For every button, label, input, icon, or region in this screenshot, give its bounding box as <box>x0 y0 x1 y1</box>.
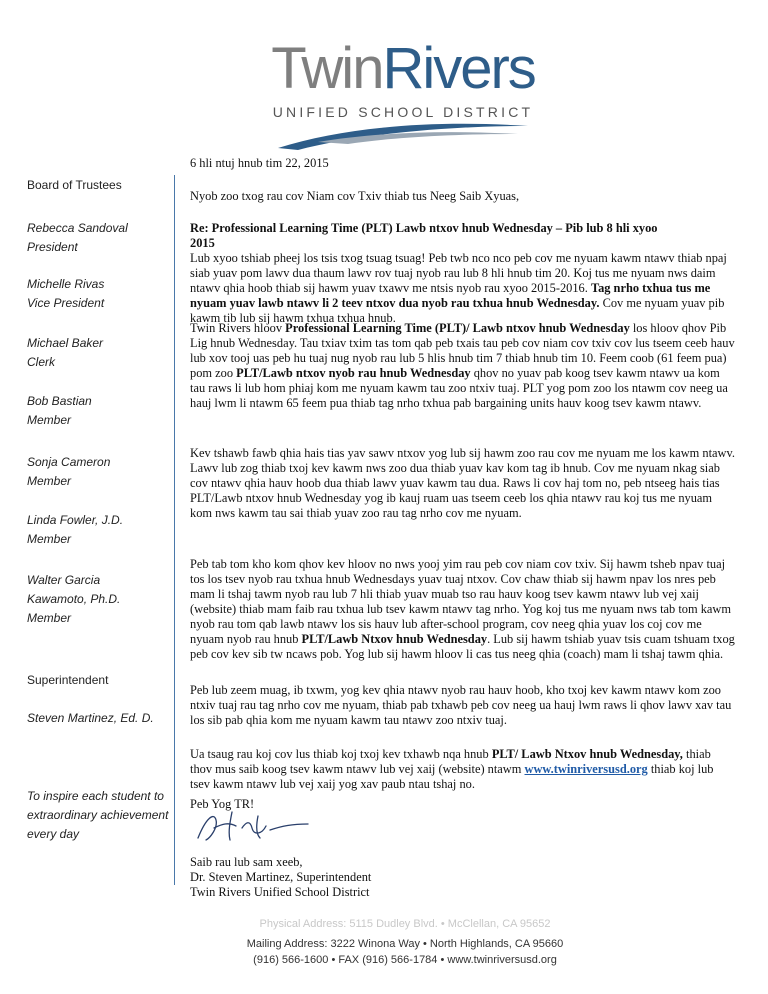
p5-text: Peb lub zeem muag, ib txwm, yog kev qhia ntawv nyob rau hauv hoob, kho txoj kev kawm ntawv kom zoo ntxiv tuaj rau tag nrho cov me nyuam, thiab pab txhawb peb cov neeg ua hauj lwm raws li qhov lawv xav tau los sib pab qhia kom me nyuam kawm tau ntawv zoo ntxiv tuaj. <box>190 683 732 727</box>
motto-line: To inspire each student to <box>27 789 164 803</box>
paragraph-2 <box>190 321 735 411</box>
paragraph-6 <box>190 747 735 792</box>
paragraph-3 <box>190 446 735 521</box>
motto-line: extraordinary achievement <box>27 808 169 822</box>
board-heading: Board of Trustees <box>27 178 122 192</box>
logo-title <box>268 38 538 100</box>
p6-d: thiab koj lub tsev kawm ntawv lub vej xaij yog xav paub ntau tshaj no. <box>190 762 714 791</box>
superintendent-heading: Superintendent <box>27 673 109 687</box>
superintendent-name: Steven Martinez, Ed. D. <box>27 711 154 725</box>
p6-b: PLT/ Lawb Ntxov hnub Wednesday, <box>491 747 683 761</box>
website-link[interactable]: www.twinriversusd.org <box>524 762 648 776</box>
p6-c: thiab thov mus saib koog tsev kawm ntawv lub vej xaij (website) ntawm <box>190 747 711 776</box>
member-name: Bob Bastian <box>27 394 92 408</box>
p3-text: Kev tshawb fawb qhia hais tias yav sawv ntxov yog lub sij hawm zoo rau cov me nyuam me los kawm ntawv. Lawv lub zog thiab txoj kev kawm nws zoo dua thiab yuav kav kom tag ib hnub. Cov me nyuam nkag siab cov ntawv qhia hauv hoob dua thiab lawv yuav kawm tau dua. Raws li cov haj tom no, peb ntseeg hais tias PLT/Lawb ntxov hnub Wednesday yog ib kauj ruam uas tseem ceeb los qhia ntawv rau koj tus me nyuam kom nws kawm tau sai thiab yuav zoo rau tag nrho cov me nyuam. <box>190 446 735 520</box>
sig-line: Twin Rivers Unified School District <box>190 885 370 899</box>
p6-a: Ua tsaug rau koj cov lus thiab koj txoj kev txhawb nqa hnub <box>190 747 492 761</box>
member-name-cont: Kawamoto, Ph.D. <box>27 592 121 606</box>
letter-paragraph-re <box>190 221 735 326</box>
p4-a: Peb tab tom kho kom qhov kev hloov no nws yooj yim rau peb cov niam cov txiv. Sij hawm tsheb npav tuaj tos los tsev nyob rau txhua hnub Wednesdays yuav tuaj ntxov. Cov chaw thiab sij hawm npav los nres peb mam li tshaj tawm nyob rau lub 7 hli thiab yuav muab tso rau hauv koog tsev kawm ntawv lub vej xaij (website) thiab mam faib rau txhua lub tsev kawm ntawv tag nrho. Yog koj tus me nyuam nws tab tom kawm nyob rau tom qab lawb ntawv los sis hauv lub after-school program, cov neeg qhia yuav los coj cov me nyuam nyob rau hnub <box>190 557 731 646</box>
p4-c: . Lub sij hawm tshiab yuav tsis cuam tshuam txog peb cov kev sib tw ncaws pob. Yog lub sij hawm hloov li cas tus neeg qhia (coach) mam li tshaj tawm qhia. <box>190 632 735 661</box>
p1-text: Lub xyoo tshiab pheej los tsis txog tsuag tsuag! Peb twb nco nco peb cov me nyuam kawm ntawv thiab npaj siab yuav pom lawv dua thaum lawv rov tuaj nyob rau lub 8 hli hnub tim 20. Koj tus me nyuam nws daim ntawv qhia hoob thiab sij hawm yuav txawv me ntsis nyob rau xyoo 2015-2016. <box>190 251 727 295</box>
p2-b: Professional Learning Time (PLT)/ Lawb ntxov hnub Wednesday <box>285 321 630 335</box>
footer-physical-address: Physical Address: 5115 Dudley Blvd. • McClellan, CA 95652 <box>259 918 551 930</box>
paragraph-5 <box>190 683 735 728</box>
p2-d: PLT/Lawb ntxov nyob rau hnub Wednesday <box>236 366 471 380</box>
p4-b: PLT/Lawb Ntxov hnub Wednesday <box>301 632 488 646</box>
letter-closing: Peb Yog TR! <box>190 797 255 811</box>
p2-c: los hloov qhov Pib Lig hnub Wednesday. Tau txiav txim tas tom qab peb txais tau peb cov niam cov txiv cov lus tseem ceeb hauv lub xov tooj uas peb hu tuaj nug nyob rau lub 5 hlis hnub tim 7 thiab hnub tim 10. Feem coob (61 feem pua) pom zoo <box>190 321 735 380</box>
p2-a: Twin Rivers hloov <box>190 321 286 335</box>
re-line2: 2015 <box>190 236 215 250</box>
logo-swoosh-icon <box>278 120 528 150</box>
member-name: Rebecca Sandoval <box>27 221 128 235</box>
member-name: Linda Fowler, J.D. <box>27 513 124 527</box>
sidebar-divider <box>174 175 175 885</box>
re-line1: Re: Professional Learning Time (PLT) Lawb ntxov hnub Wednesday – Pib lub 8 hli xyoo <box>190 221 658 235</box>
member-role: Member <box>27 532 72 546</box>
signature-image <box>192 808 312 848</box>
signature-block <box>190 855 735 900</box>
member-role: Clerk <box>27 355 56 369</box>
paragraph-4 <box>190 557 735 662</box>
sig-line: Dr. Steven Martinez, Superintendent <box>190 870 372 884</box>
logo-title-twin: Twin <box>271 36 383 101</box>
logo-title-rivers: Rivers <box>382 36 535 101</box>
re-heading <box>190 221 735 251</box>
district-logo <box>268 38 538 146</box>
member-role: Vice President <box>27 296 105 310</box>
footer-contact: (916) 566-1600 • FAX (916) 566-1784 • www.twinriversusd.org <box>253 954 557 966</box>
letter-salutation: Nyob zoo txog rau cov Niam cov Txiv thiab tus Neeg Saib Xyuas, <box>190 189 520 203</box>
member-role: President <box>27 240 78 254</box>
logo-subtitle: UNIFIED SCHOOL DISTRICT <box>272 104 534 120</box>
member-name: Michelle Rivas <box>27 277 105 291</box>
letter-date: 6 hli ntuj hnub tim 22, 2015 <box>190 156 329 170</box>
footer-mailing-address: Mailing Address: 3222 Winona Way • North Highlands, CA 95660 <box>246 938 564 950</box>
p1-bold: Tag nrho txhua tus me nyuam yuav lawb ntawv li 2 teev ntxov dua nyob rau txhua hnub Wednesday. <box>190 281 711 310</box>
sig-line: Saib rau lub sam xeeb, <box>190 855 303 869</box>
p2-e: qhov no yuav pab koog tsev kawm ntawv ua kom tau raws li lub hom phiaj kom me nyuam kawm tau zoo ntxiv tuaj. PLT yog pom zoo los ntawm cov neeg ua hauj lwm li ntawm 65 feem pua thiab tag nrho txhua pab bargaining units hauv koog tsev kawm ntawv. <box>190 366 728 410</box>
member-name: Michael Baker <box>27 336 104 350</box>
motto-line: every day <box>27 827 80 841</box>
paragraph-1 <box>190 251 735 326</box>
p1-tail: Cov me nyuam yuav pib kawm tib lub sij hawm txhua txhua hnub. <box>190 296 725 325</box>
member-role: Member <box>27 413 72 427</box>
member-role: Member <box>27 474 72 488</box>
member-role: Member <box>27 611 72 625</box>
member-name: Walter Garcia <box>27 573 101 587</box>
member-name: Sonja Cameron <box>27 455 111 469</box>
